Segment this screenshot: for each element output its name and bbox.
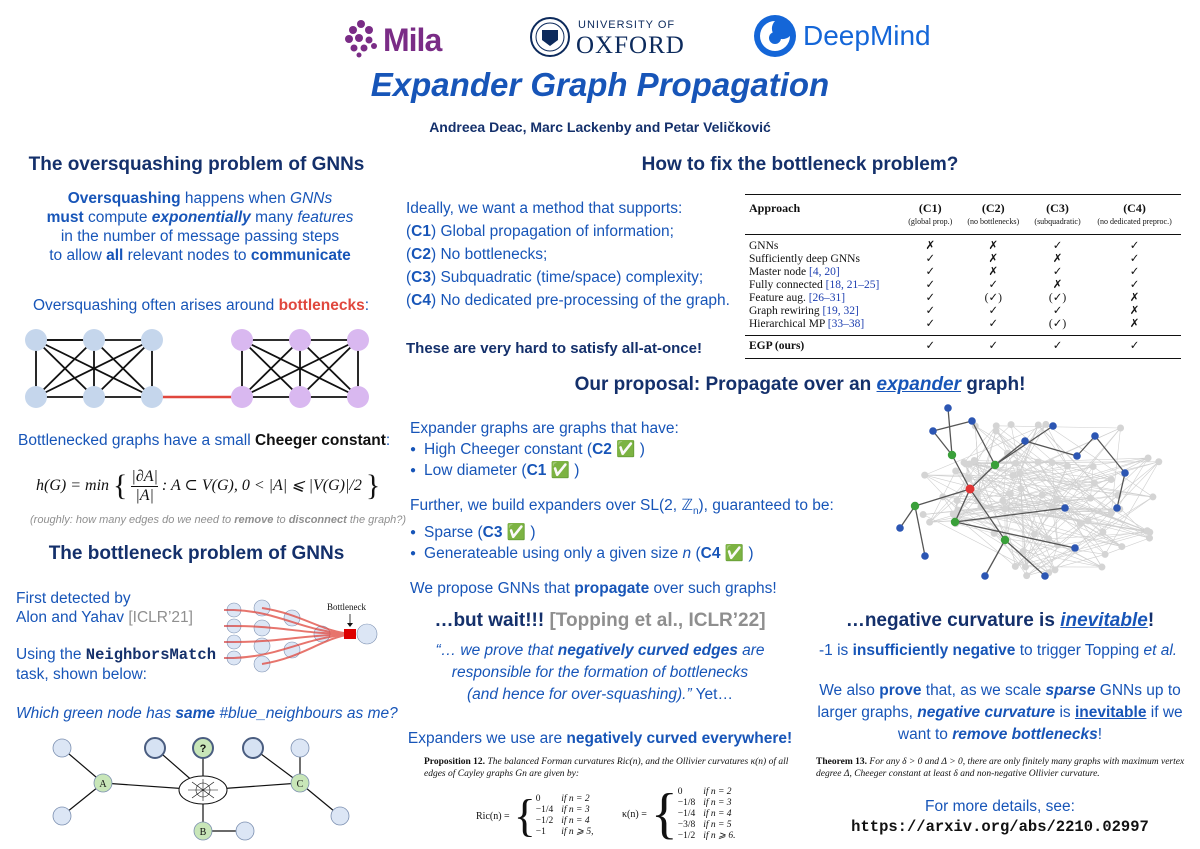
- rough-note: (roughly: how many edges do we need to remove to disconnect the graph?): [30, 514, 407, 526]
- mila-dots-icon: [345, 18, 379, 58]
- table-cell: ✓: [1129, 279, 1140, 291]
- cond-c1: (C1) Global propagation of information;: [406, 223, 674, 240]
- table-cell: ✓: [1129, 240, 1140, 252]
- cheeger-formula: h(G) = min { $\frac{|\partial A|}{|A|}$ : A ⊂ V(G), 0 < |A| ⩽ |V(G)|/2 }: [36, 468, 381, 504]
- which-green-node: Which green node has same #blue_neighbours as me?: [16, 705, 398, 722]
- table-cell: ✓: [925, 305, 936, 317]
- approach-name: Fully connected [18, 21–25]: [749, 279, 880, 291]
- case-condition: if n = 2: [561, 794, 590, 804]
- barbell-graph: [24, 325, 374, 415]
- proposition-12: Proposition 12. The balanced Forman curvatures Ric(n), and the Ollivier curvatures κ(n) of all edges of Cayley graphs Gn are given by:: [424, 757, 789, 779]
- approach-table-wrap: [745, 194, 1181, 359]
- case-condition: if n = 4: [703, 808, 732, 819]
- case-row: [536, 816, 602, 827]
- bottleneck-label: Bottleneck: [327, 602, 366, 612]
- expander-graph: [895, 398, 1185, 588]
- case-row: [678, 787, 744, 798]
- arxiv-link[interactable]: https://arxiv.org/abs/2210.02997: [851, 818, 1149, 836]
- case-value: −1/8: [677, 797, 696, 808]
- deepmind-icon: [753, 14, 797, 58]
- proposal-heading: Our proposal: Propagate over an expander graph!: [574, 374, 1026, 395]
- poster-title: Expander Graph Propagation: [370, 66, 830, 103]
- case-row: [678, 820, 744, 831]
- cond-c3: (C3) Subquadratic (time/space) complexity;: [406, 269, 704, 286]
- expanders-negative-line: Expanders we use are negatively curved everywhere!: [407, 730, 793, 747]
- theorem-13: Theorem 13. For any δ > 0 and Δ > 0, there are only finitely many graphs with maximum vertex degree Δ, Cheeger constant at least δ and non-negative Ollivier curvature.: [816, 757, 1185, 779]
- table-cell: ✓: [1052, 266, 1063, 278]
- case-condition: if n = 3: [561, 805, 590, 815]
- approach-name: Feature aug. [26–31]: [749, 292, 846, 304]
- table-cell: (✓): [1048, 318, 1067, 330]
- deepmind-wordmark: DeepMind: [803, 20, 931, 51]
- right-heading: How to fix the bottleneck problem?: [641, 154, 959, 175]
- case-condition: if n ⩾ 5,: [561, 827, 594, 837]
- case-row: [678, 831, 744, 842]
- oxford-bottom-text: OXFORD: [576, 32, 685, 59]
- oxford-top-text: UNIVERSITY OF: [578, 19, 676, 31]
- case-condition: if n = 2: [703, 786, 732, 797]
- approach-name: EGP (ours): [749, 340, 805, 352]
- approach-name: Graph rewiring [19, 32]: [749, 305, 859, 317]
- approach-name: Hierarchical MP [33–38]: [749, 318, 865, 330]
- table-cell: ✓: [988, 305, 999, 317]
- tree-node-a: A: [99, 779, 107, 790]
- oversquashing-intro: Oversquashing happens when GNNs must compute exponentially many features in the number of message passing steps to allow all relevant nodes to communicate: [46, 190, 354, 264]
- bottleneck-tree-figure: [222, 598, 382, 678]
- table-cell: ✓: [925, 318, 936, 330]
- case-value: −1/4: [535, 805, 554, 815]
- table-cell: ✓: [925, 279, 936, 291]
- table-row-egp: [745, 336, 1181, 359]
- table-cell: (✓): [984, 292, 1002, 304]
- case-row: [678, 809, 744, 820]
- table-cell: ✗: [988, 266, 999, 278]
- using-neighborsmatch: Using the NeighborsMatch task, shown below:: [16, 646, 217, 683]
- bullet-generateable: ● Generateable using only a given size n (C4 ✅ ): [410, 543, 834, 564]
- table-cell: ✓: [1052, 340, 1063, 352]
- case-value: −1: [535, 827, 546, 837]
- oxford-logo: [530, 16, 685, 60]
- table-cell: ✓: [1052, 240, 1063, 252]
- table-cell: ✗: [988, 240, 999, 252]
- ideally-list: Ideally, we want a method that supports: (C1) Global propagation of information; (C2) No bottlenecks; (C3) Subquadratic (time/space) complexity; (C4) No dedicated pre-processing of the graph.: [406, 197, 730, 312]
- insufficiently-negative: -1 is insufficiently negative to trigger Topping et al.: [819, 642, 1178, 659]
- table-cell: ✗: [1129, 318, 1140, 330]
- tree-node-c: C: [296, 779, 304, 790]
- negative-curvature-heading: …negative curvature is inevitable!: [845, 610, 1155, 631]
- table-row: [745, 292, 1181, 305]
- approach-name: GNNs: [749, 240, 779, 252]
- bottleneck-line: Oversquashing often arises around bottlenecks:: [33, 297, 370, 314]
- hard-statement: These are very hard to satisfy all-at-once!: [406, 340, 702, 357]
- table-cell: ✗: [1052, 253, 1063, 265]
- cond-c4: (C4) No dedicated pre-processing of the graph.: [406, 292, 730, 309]
- approach-name: Sufficiently deep GNNs: [749, 253, 860, 265]
- bullet-cheeger: ● High Cheeger constant (C2 ✅ ): [410, 439, 834, 460]
- table-cell: ✓: [1129, 266, 1140, 278]
- ric-formula: Ric(n) = { 0 if n = 2 −1/4 if n = 3 −1/2 if n = 4 −1 if n ⩾ 5,: [476, 793, 602, 839]
- table-row: [745, 253, 1181, 266]
- case-value: −3/8: [677, 819, 696, 830]
- table-cell: ✓: [925, 266, 936, 278]
- table-cell: ✗: [1129, 292, 1140, 304]
- case-value: 0: [677, 786, 683, 797]
- kappa-formula: κ(n) = { 0 if n = 2 −1/8 if n = 3 −1/4 if n = 4 −3/8 if n = 5 −1/2 if n ⩾ 6.: [622, 786, 743, 842]
- case-value: −1/2: [677, 830, 696, 841]
- table-cell: ✗: [1129, 305, 1140, 317]
- table-row: [745, 279, 1181, 292]
- table-row: [745, 266, 1181, 279]
- table-cell: ✓: [925, 340, 936, 352]
- table-cell: ✓: [1129, 253, 1140, 265]
- table-cell: ✗: [925, 240, 936, 252]
- table-cell: ✓: [988, 340, 999, 352]
- expander-properties: Expander graphs are graphs that have: ● High Cheeger constant (C2 ✅ ) ● Low diameter (C1 ✅ ) Further, we build expanders over SL(2, ℤ$_n$), guaranteed to be: ● Sparse (C3 ✅ ) ● Generateable using only a given size n (C4 ✅ ) We propose GNNs that propagate over such graphs!: [410, 418, 834, 599]
- table-cell: ✗: [988, 253, 999, 265]
- case-row: [536, 794, 602, 805]
- case-condition: if n = 4: [561, 816, 590, 826]
- approach-table: [745, 195, 1181, 358]
- table-cell: ✓: [988, 318, 999, 330]
- cheeger-line: Bottlenecked graphs have a small Cheeger constant:: [18, 432, 391, 449]
- prove-inevitable: We also prove that, as we scale sparse GNNs up to larger graphs, negative curvature is inevitable if we want to remove bottlenecks!: [817, 682, 1183, 743]
- table-cell: ✓: [925, 253, 936, 265]
- cond-c2: (C2) No bottlenecks;: [406, 246, 548, 263]
- left-heading2: The bottleneck problem of GNNs: [48, 543, 345, 564]
- topping-quote: “… we prove that negatively curved edges are responsible for the formation of bottlenecks (and hence for over-squashing).” Yet…: [435, 642, 765, 703]
- table-row: [745, 235, 1181, 254]
- case-condition: if n = 5: [703, 819, 732, 830]
- more-details: For more details, see:: [925, 798, 1075, 815]
- case-row: [678, 798, 744, 809]
- wait-heading: …but wait!!! [Topping et al., ICLR’22]: [434, 610, 766, 631]
- poster-authors: Andreea Deac, Marc Lackenby and Petar Veličković: [429, 119, 771, 135]
- oxford-crest-icon: [530, 16, 570, 58]
- table-row: [745, 318, 1181, 336]
- approach-name: Master node [4, 20]: [749, 266, 840, 278]
- propose-line: We propose GNNs that propagate over such graphs!: [410, 580, 777, 598]
- first-detected: First detected by Alon and Yahav [ICLR’21]: [16, 590, 193, 626]
- left-heading: The oversquashing problem of GNNs: [28, 154, 365, 175]
- table-cell: ✗: [1052, 279, 1063, 291]
- table-header-row: Approach (C1) (C2) (C3) (C4): [749, 201, 1146, 215]
- table-row: [745, 305, 1181, 318]
- neighborsmatch-tree: [40, 734, 350, 844]
- case-row: [536, 805, 602, 816]
- tree-root-label: ?: [199, 743, 207, 755]
- table-sub-row: (global prop.) (no bottlenecks) (subquadratic) (no dedicated preproc.): [745, 215, 1181, 235]
- table-cell: ✓: [925, 292, 936, 304]
- case-condition: if n ⩾ 6.: [703, 830, 736, 841]
- case-condition: if n = 3: [703, 797, 732, 808]
- case-value: 0: [535, 794, 541, 804]
- bullet-diameter: ● Low diameter (C1 ✅ ): [410, 460, 834, 481]
- mila-wordmark: Mila: [383, 22, 442, 58]
- tree-node-b: B: [199, 827, 207, 838]
- case-value: −1/2: [535, 816, 554, 826]
- table-cell: (✓): [1048, 292, 1067, 304]
- table-cell: ✓: [1052, 305, 1063, 317]
- bullet-sparse: ● Sparse (C3 ✅ ): [410, 522, 834, 543]
- case-value: −1/4: [677, 808, 696, 819]
- further-line: Further, we build expanders over SL(2, ℤ$_n$), guaranteed to be:: [410, 497, 834, 518]
- table-cell: ✓: [988, 279, 999, 291]
- case-row: [536, 827, 602, 838]
- table-cell: ✓: [1129, 340, 1140, 352]
